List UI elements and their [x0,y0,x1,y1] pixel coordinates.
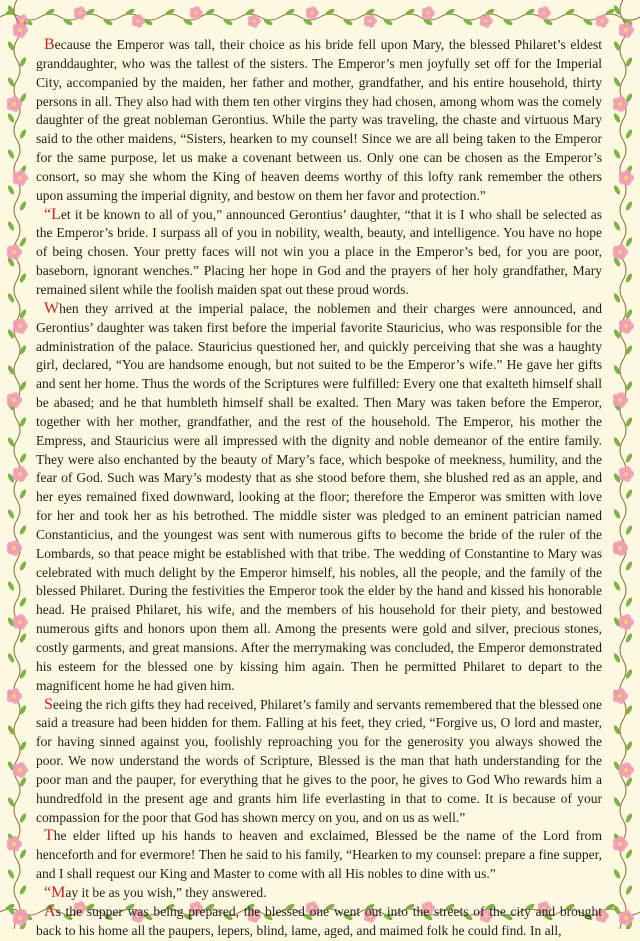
paragraph-text: eeing the rich gifts they had received, Philaret’s family and servants remembered that the blessed one said a treasure had been hidden for them. Falling at his feet, they cried, “Forgive us, O lord and master, for having sinned against you, foolishly reproaching you for the generosity you always showed the poor. We now understand the words of Scripture, Blessed is the man that hath understanding for the poor man and the pauper, for everything that he gives to the poor, he gives to God Who rewards him a hundredfold in the present age and grants him life everlasting in that to come. It is because of your compassion for the poor that God has shown mercy on you, and on us as well.” [36,696,602,825]
paragraph [36,903,602,941]
paragraph-text: ecause the Emperor was tall, their choice as his bride fell upon Mary, the blessed Philaret’s eldest granddaughter, who was the tallest of the sisters. The Emperor’s men joyfully set off for the Imperial City, accompanied by the maiden, her father and mother, grandfather, and his entire household, thirty persons in all. They also had with them ten other virgins they had chosen, among whom was the comely daughter of the great nobleman Gerontius. While the party was traveling, the chaste and virtuous Mary said to the other maidens, “Sisters, hearken to my counsel! Since we are all being taken to the Emperor for the same purpose, let us make a covenant between us. Only one can be chosen as the Emperor’s consort, so may she whom the King of heaven deems worthy of this lofty rank remember the others upon assuming the imperial dignity, and bestow on them her favor and protection.” [36,37,602,203]
paragraph [36,36,602,206]
paragraph-text: hen they arrived at the imperial palace, the noblemen and their charges were announced, and Gerontius’ daughter was taken first before the imperial favorite Stauricius, who was responsible for the administration of the palace. Stauricius questioned her, and quickly perceiving that she was a haughty girl, declared, “You are handsome enough, but not suited to be the Emperor’s wife.” He gave her gifts and sent her home. Thus the words of the Scriptures were fulfilled: Every one that exalteth himself shall be abased; and he that humbleth himself shall be exalted. Then Mary was taken before the Emperor, together with her mother, grandfather, and the rest of the household. The Emperor, his mother the Empress, and Stauricius were all impressed with the dignity and noble demeanor of the entire family. They were also enchanted by the beauty of Mary’s face, which bespoke of meekness, humility, and the fear of God. Such was Mary’s modesty that as she stood before them, she blushed red as an apple, and her eyes remained fixed downward, looking at the floor; therefore the Emperor was smitten with love for her and took her as his betrothed. The middle sister was pledged to an eminent patrician named Constanticius, and the youngest was sent with numerous gifts to become the bride of the ruler of the Lombards, so that peace might be established with that tribe. The wedding of Constantine to Mary was celebrated with much delight by the Emperor himself, his nobles, all the people, and the family of the blessed Philaret. During the festivities the Emperor took the elder by the hand and kissed his honorable head. He praised Philaret, his wife, and the members of his household for their piety, and bestowed numerous gifts and honors upon them all. Among the presents were gold and silver, precious stones, costly garments, and great mansions. After the merrymaking was concluded, the Emperor demonstrated his esteem for the blessed one by kissing him again. Then he permitted Philaret to depart to the magnificent home he had given him. [36,300,602,693]
floral-vine-border-icon [0,0,34,929]
drop-initial: “M [44,883,66,901]
floral-vine-border-icon [0,0,640,34]
body-text [36,36,602,941]
drop-initial: B [44,36,55,53]
drop-initial: “L [44,205,61,223]
drop-initial: A [44,902,56,920]
paragraph [36,300,602,696]
paragraph [36,696,602,828]
drop-initial: S [44,695,53,713]
paragraph [36,827,602,884]
drop-initial: T [44,827,54,845]
paragraph-text: et it be known to all of you,” announced Gerontius’ daughter, “that it is I who shall be selected as the Emperor’s bride. I surpass all of you in nobility, wealth, beauty, and intelligence. You have no hope of being chosen. Your pretty faces will not win you a place in the Emperor’s bed, for you are poor, baseborn, ignorant wenches.” Placing her hope in God and the prayers of her holy grandfather, Mary remained silent while the foolish maiden spat out these proud words. [36,206,602,297]
drop-initial: W [44,299,60,317]
paragraph [36,206,602,300]
paragraph-text: ay it be as you wish,” they answered. [65,884,267,900]
floral-vine-border-icon [606,0,640,929]
paragraph-text: s the supper was being prepared, the blessed one went out into the streets of the city and brought back to his home all the paupers, lepers, blind, lame, aged, and maimed folk he could find. In all, [36,903,602,938]
paragraph-text: he elder lifted up his hands to heaven and exclaimed, Blessed be the name of the Lord from henceforth and for evermore! Then he said to his family, “Hearken to my counsel: prepare a fine supper, and I shall request our King and Master to come with all His nobles to dine with us.” [36,828,602,882]
paragraph [36,884,602,903]
